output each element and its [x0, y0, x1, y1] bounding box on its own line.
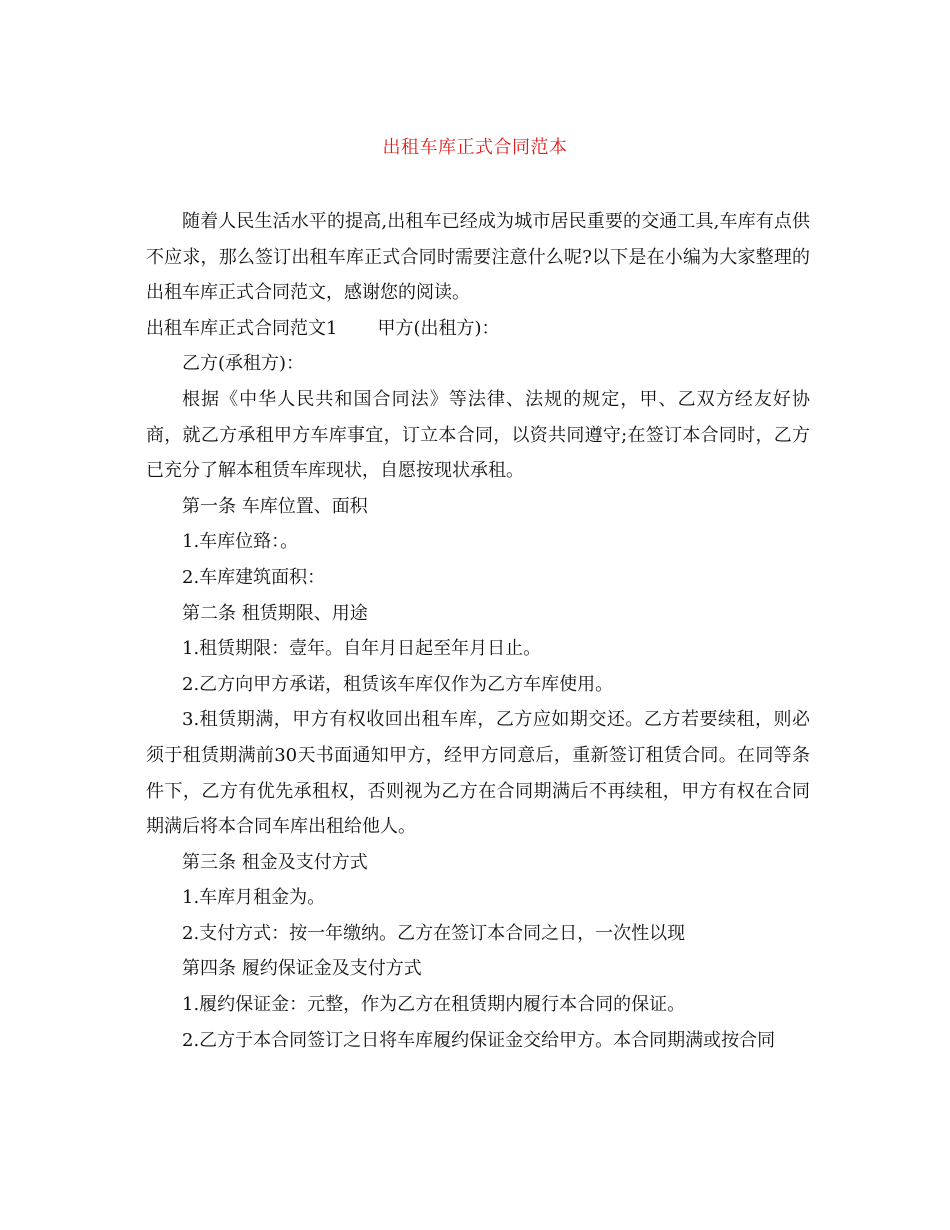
article-1-item-1: 1.车库位臵：。	[182, 531, 299, 553]
article-1-heading: 第一条 车库位置、面积	[182, 495, 368, 517]
article-3-item-2: 2.支付方式：按一年缴纳。乙方在签订本合同之日，一次性以现	[182, 922, 686, 944]
sample-label: 出租车库正式合同范文1	[146, 317, 338, 339]
article-4-item-2: 2.乙方于本合同签订之日将车库履约保证金交给甲方。本合同期满或按合同	[182, 1029, 776, 1051]
article-2-item-1: 1.租赁期限：壹年。自年月日起至年月日止。	[182, 638, 542, 660]
party-b-label: 乙方(承租方)：	[182, 353, 305, 375]
intro-paragraph: 随着人民生活水平的提高,出租车已经成为城市居民重要的交通工具,车库有点供不应求，那么签订出租车库正式合同时需要注意什么呢?以下是在小编为大家整理的出租车库正式合同范文，感谢您的阅读。	[146, 211, 810, 304]
preamble-paragraph: 根据《中华人民共和国合同法》等法律、法规的规定，甲、乙双方经友好协商，就乙方承租甲方车库事宜，订立本合同，以资共同遵守;在签订本合同时，乙方已充分了解本租赁车库现状，自愿按现状承租。	[146, 388, 810, 482]
article-4-heading: 第四条 履约保证金及支付方式	[182, 958, 422, 980]
article-2-item-2: 2.乙方向甲方承诺，租赁该车库仅作为乙方车库使用。	[182, 673, 614, 695]
article-2-heading: 第二条 租赁期限、用途	[182, 602, 368, 624]
document-body	[146, 204, 810, 1058]
article-3-heading: 第三条 租金及支付方式	[182, 851, 368, 873]
party-a-label: 甲方(出租方)：	[377, 317, 500, 339]
document-title: 出租车库正式合同范本	[382, 137, 568, 158]
article-4-item-1: 1.履约保证金：元整，作为乙方在租赁期内履行本合同的保证。	[182, 994, 686, 1016]
article-3-item-1: 1.车库月租金为。	[182, 887, 326, 909]
article-2-item-3: 3.租赁期满，甲方有权收回出租车库，乙方应如期交还。乙方若要续租，则必须于租赁期满前30天书面通知甲方，经甲方同意后，重新签订租赁合同。在同等条件下，乙方有优先承租权，否则视为乙方在合同期满后不再续租，甲方有权在合同期满后将本合同车库出租给他人。	[146, 709, 810, 838]
heading-line	[146, 311, 810, 347]
article-1-item-2: 2.车库建筑面积：	[182, 566, 326, 588]
